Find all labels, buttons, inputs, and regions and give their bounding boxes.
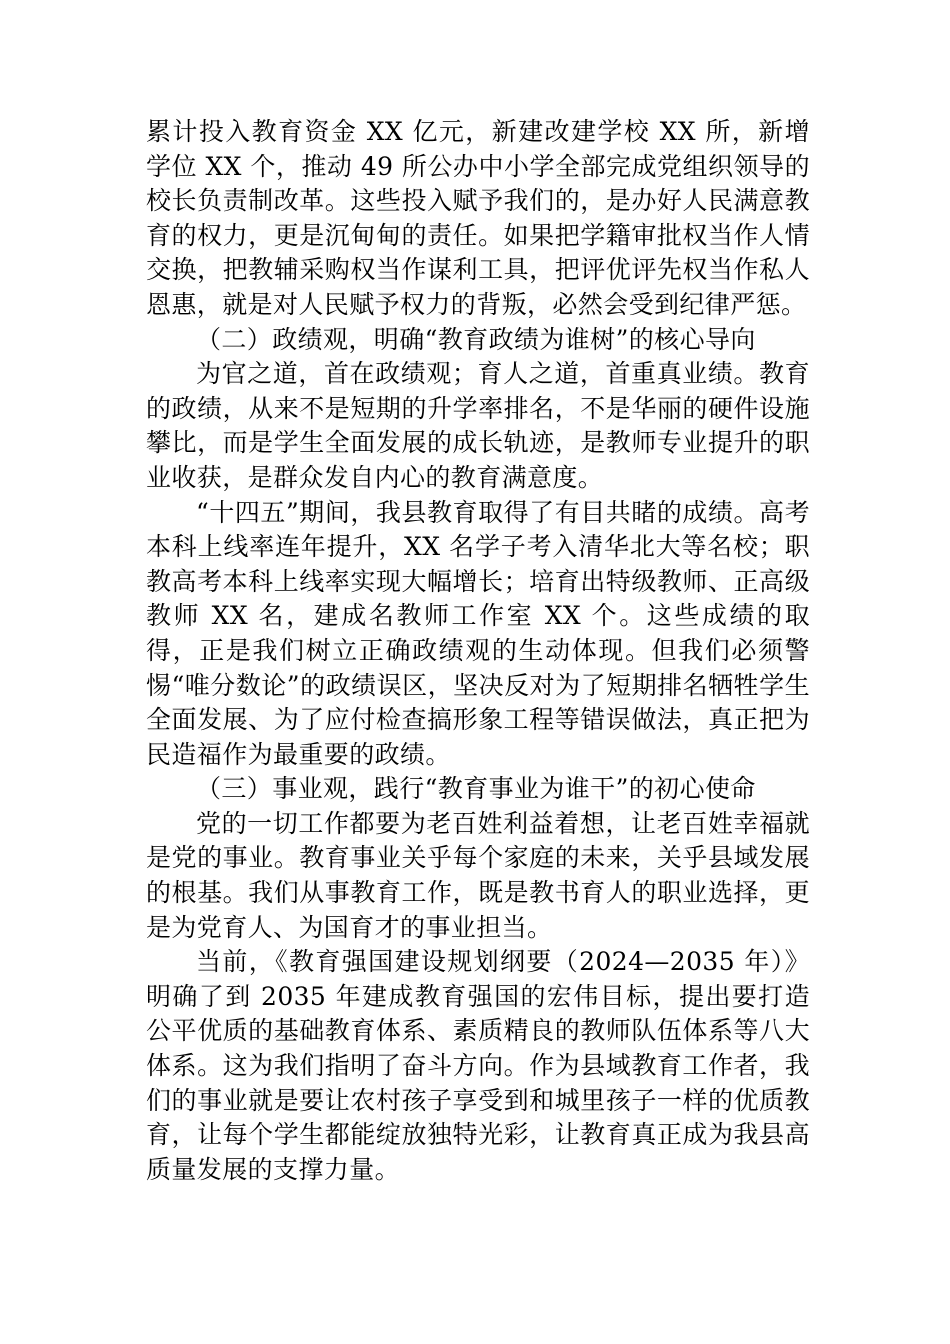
section-heading: （二）政绩观，明确“教育政绩为谁树”的核心导向 (196, 324, 756, 354)
body-paragraph: “十四五”期间，我县教育取得了有目共睹的成绩。高考本科上线率连年提升，XX 名学子考入清华北大等名校；职教高考本科上线率实现大幅增长；培育出特级教师、正高级教师 XX 名，建成名教师工作室 XX 个。这些成绩的取得，正是我们树立正确政绩观的生动体现。但我们必须警惕“唯分数论”的政绩误区，坚决反对为了短期排名牺牲学生全面发展、为了应付检查搞形象工程等错误做法，真正把为民造福作为最重要的政绩。 (146, 497, 810, 769)
document-body (146, 115, 810, 1187)
body-paragraph: 党的一切工作都要为老百姓利益着想，让老百姓幸福就是党的事业。教育事业关乎每个家庭的未来，关乎县域发展的根基。我们从事教育工作，既是教书育人的职业选择，更是为党育人、为国育才的事业担当。 (146, 808, 810, 942)
body-paragraph: 累计投入教育资金 XX 亿元，新建改建学校 XX 所，新增学位 XX 个，推动 49 所公办中小学全部完成党组织领导的校长负责制改革。这些投入赋予我们的，是办好人民满意教育的权力，更是沉甸甸的责任。如果把学籍审批权当作人情交换，把教辅采购权当作谋利工具，把评优评先权当作私人恩惠，就是对人民赋予权力的背叛，必然会受到纪律严惩。 (146, 117, 810, 319)
section-heading: （三）事业观，践行“教育事业为谁干”的初心使命 (196, 774, 756, 804)
body-paragraph: 为官之道，首在政绩观；育人之道，首重真业绩。教育的政绩，从来不是短期的升学率排名，不是华丽的硬件设施攀比，而是学生全面发展的成长轨迹，是教师专业提升的职业收获，是群众发自内心的教育满意度。 (146, 359, 810, 492)
body-paragraph: 当前，《教育强国建设规划纲要（2024—2035 年）》明确了到 2035 年建成教育强国的宏伟目标，提出要打造公平优质的基础教育体系、素质精良的教师队伍体系等八大体系。这为我们指明了奋斗方向。作为县域教育工作者，我们的事业就是要让农村孩子享受到和城里孩子一样的优质教育，让每个学生都能绽放独特光彩，让教育真正成为我县高质量发展的支撑力量。 (146, 947, 810, 1184)
